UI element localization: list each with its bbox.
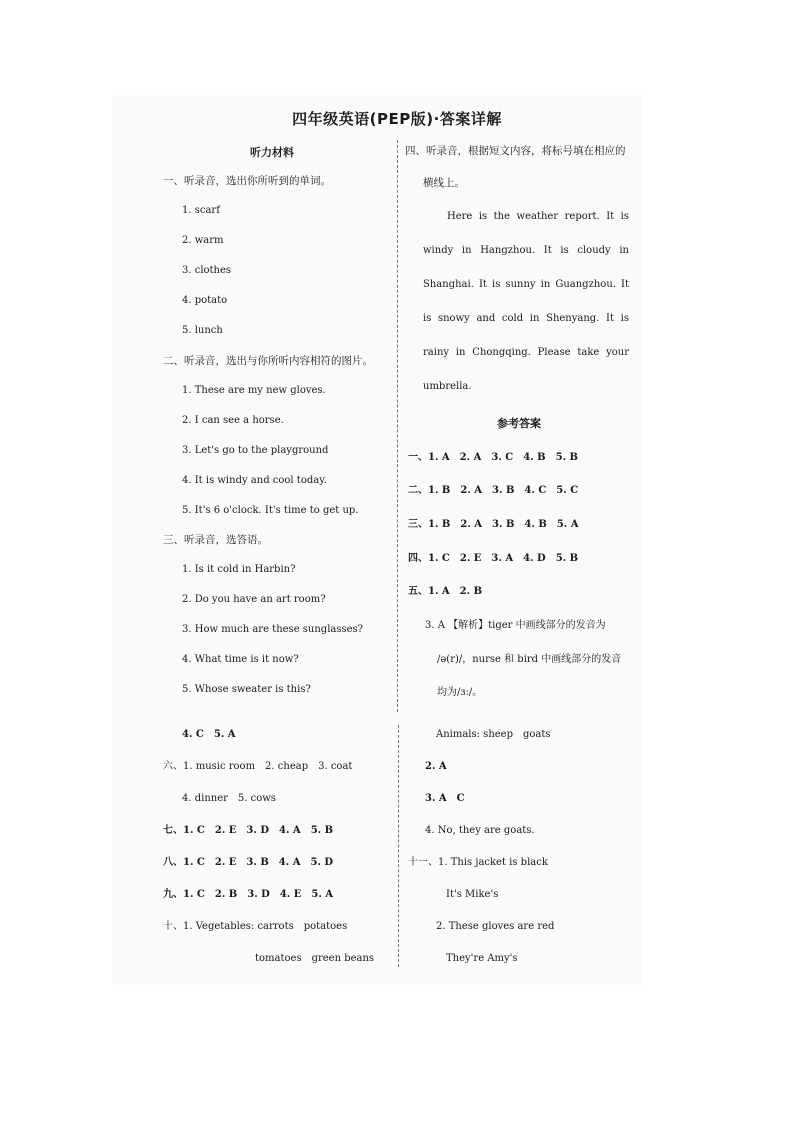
answers-heading: 参考答案 [497,417,541,430]
section-4-label-line1: 四、听录音，根据短文内容，将标号填在相应的 [405,145,626,157]
listening-heading: 听力材料 [250,146,294,159]
s1-item-4: 4. potato [182,295,228,306]
answer-row-6-line2: 4. dinner 5. cows [182,793,276,804]
s2-item-1: 1. These are my new gloves. [182,385,326,396]
section-2-label: 二、听录音，选出与你所听内容相符的图片。 [163,355,373,367]
s3-item-4: 4. What time is it now? [182,654,299,665]
answer-row-2: 二、1. B 2. A 3. B 4. C 5. C [408,485,579,496]
answer-row-11-line1: 十一、1. This jacket is black [408,857,548,868]
answer-row-8: 八、1. C 2. E 3. B 4. A 5. D [163,857,334,868]
scan-bottom-region [112,715,642,985]
answer-row-10-line4: 2. A [425,761,447,772]
s3-item-5: 5. Whose sweater is this? [182,684,311,695]
s3-item-1: 1. Is it cold in Harbin? [182,564,296,575]
answer-row-4: 四、1. C 2. E 3. A 4. D 5. B [408,553,579,564]
answer-row-10-line6: 4. No, they are goats. [425,825,535,836]
answer-5-note-line2: /ə(r)/，nurse 和 bird 中画线部分的发音 [437,654,622,665]
s1-item-2: 2. warm [182,235,224,246]
s2-item-3: 3. Let's go to the playground [182,445,329,456]
answer-row-10-line5: 3. A C [425,793,465,804]
s2-item-5: 5. It's 6 o'clock. It's time to get up. [182,505,359,516]
section-1-label: 一、听录音，选出你所听到的单词。 [163,175,331,187]
answer-row-11-line4: They're Amy's [446,953,518,964]
page-title: 四年级英语(PEP版)·答案详解 [292,110,502,128]
answer-row-11-line3: 2. These gloves are red [436,921,555,932]
s3-item-2: 2. Do you have an art room? [182,594,326,605]
s1-item-5: 5. lunch [182,325,223,336]
answer-5-note-line3: 均为/ɜː/。 [437,687,483,698]
answer-row-9: 九、1. C 2. B 3. D 4. E 5. A [163,889,334,900]
answer-row-11-line2: It's Mike's [446,889,499,900]
s1-item-3: 3. clothes [182,265,232,276]
answer-row-1: 一、1. A 2. A 3. C 4. B 5. B [408,452,578,463]
answer-row-10-line3: Animals: sheep goats [436,729,551,740]
weather-report-passage: Here is the weather report. It is windy in Hangzhou. It is cloudy in Shanghai. It is sunny in Guangzhou. It is snowy and cold in Shenyang. It is rainy in Chongqing. Please take your umbrella. [423,211,629,392]
answer-row-7: 七、1. C 2. E 3. D 4. A 5. B [163,825,334,836]
s2-item-2: 2. I can see a horse. [182,415,284,426]
answer-5-continued: 4. C 5. A [182,729,236,740]
column-divider-top [397,140,398,712]
s2-item-4: 4. It is windy and cool today. [182,475,327,486]
s3-item-3: 3. How much are these sunglasses? [182,624,364,635]
column-divider-bottom [398,725,399,967]
answer-row-3: 三、1. B 2. A 3. B 4. B 5. A [408,519,579,530]
answer-row-5: 五、1. A 2. B [408,586,483,597]
s1-item-1: 1. scarf [182,205,220,216]
answer-row-10-line1: 十、1. Vegetables: carrots potatoes [163,921,348,932]
answer-5-note-line1: 3. A 【解析】tiger 中画线部分的发音为 [425,620,606,631]
section-4-label-line2: 横线上。 [423,177,465,189]
answer-row-6-line1: 六、1. music room 2. cheap 3. coat [163,761,353,772]
section-3-label: 三、听录音，选答语。 [163,534,268,546]
answer-row-10-line2: tomatoes green beans [255,953,375,964]
